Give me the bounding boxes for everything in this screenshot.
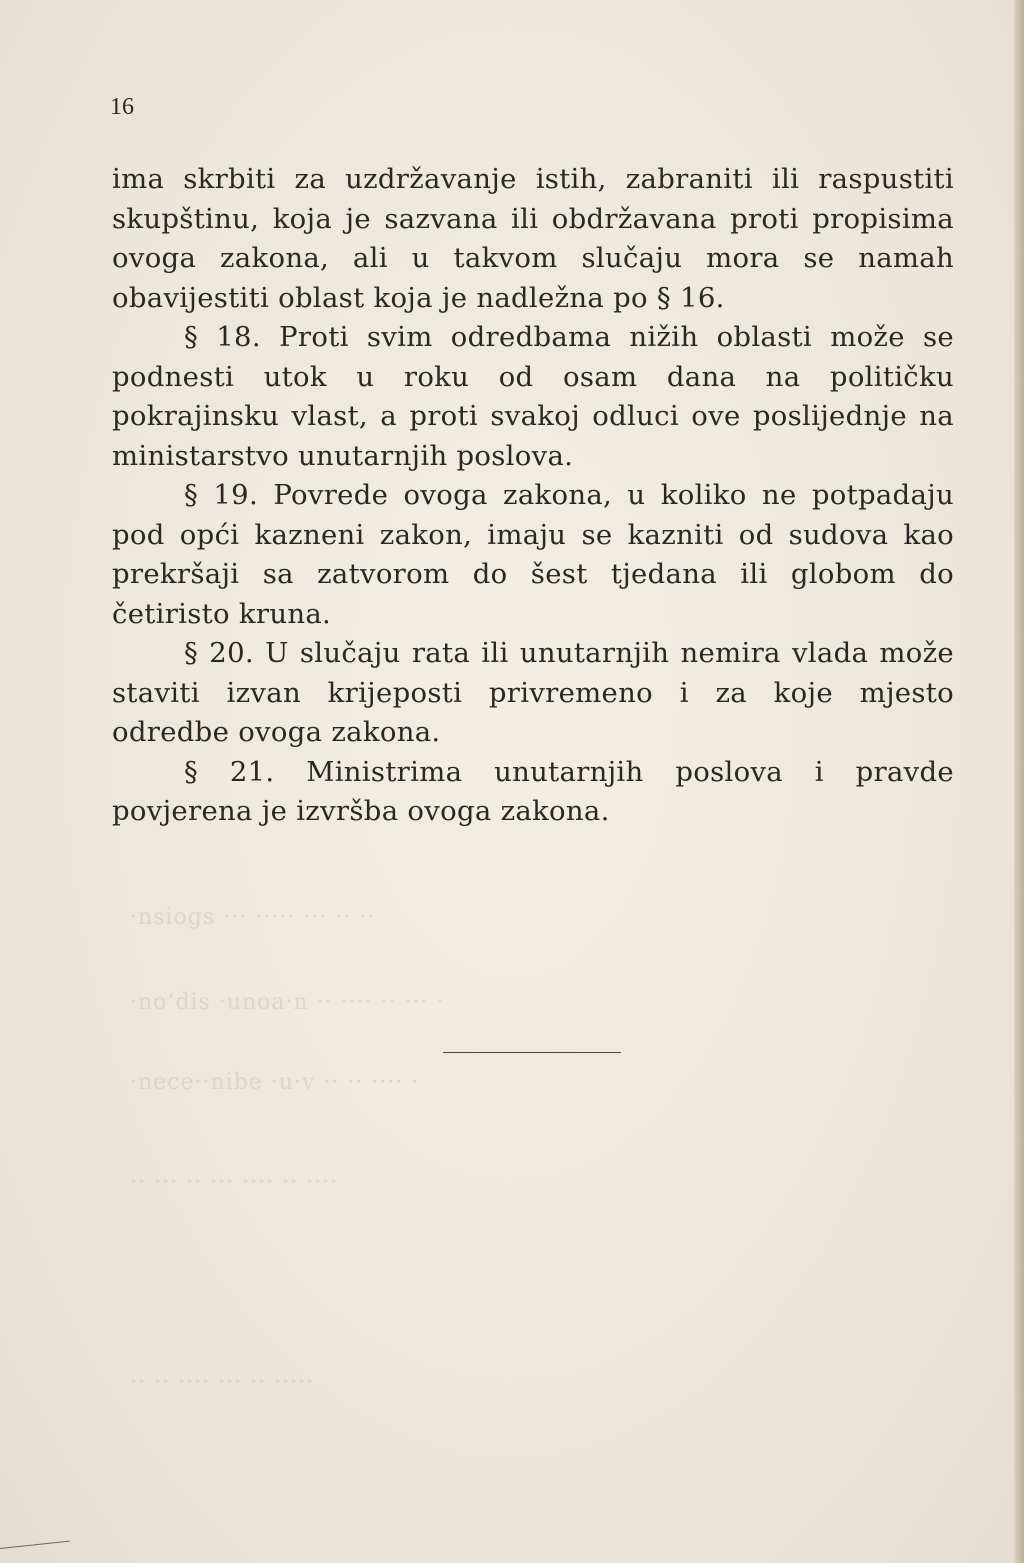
- bleed-through-text: ·· ··· ·· ··· ···· ·· ····: [130, 1170, 338, 1195]
- corner-mark: [0, 1541, 70, 1549]
- bleed-through-text: ·noʻdis ·unoa·n ·· ···· ·· ··· ·: [130, 990, 445, 1015]
- paragraph-section-21: § 21. Ministrima unutarnjih poslova i pravde povjerena je izvršba ovoga zakona.: [112, 755, 954, 827]
- bleed-through-text: ·nece··nibe ·u·v ·· ·· ···· ·: [130, 1070, 420, 1095]
- paragraph-continuation: ima skrbiti za uzdržavanje istih, zabraniti ili raspustiti skupštinu, koja je sazvana ili obdržavana proti propisima ovoga zakona, ali u takvom slučaju mora se namah obavijestiti oblast koja je nadležna po § 16.: [112, 163, 954, 314]
- paragraph-section-18: § 18. Proti svim odredbama nižih oblasti može se podnesti utok u roku od osam dana na političku pokrajinsku vlast, a proti svakoj odluci ove poslijednje na ministarstvo unutarnjih poslova.: [112, 321, 954, 472]
- bleed-through-text: ·· ·· ···· ··· ·· ·····: [130, 1370, 314, 1395]
- page-edge: [1014, 0, 1024, 1563]
- body-text: [112, 160, 954, 832]
- page-number: 16: [110, 94, 134, 120]
- end-separator-rule: [443, 1052, 621, 1053]
- bleed-through-text: ·nsiogs ··· ····· ··· ·· ··: [130, 905, 375, 930]
- paragraph-section-19: § 19. Povrede ovoga zakona, u koliko ne potpadaju pod opći kazneni zakon, imaju se kazniti od sudova kao prekršaji sa zatvorom do šest tjedana ili globom do četiristo kruna.: [112, 479, 954, 630]
- paragraph-section-20: § 20. U slučaju rata ili unutarnjih nemira vlada može staviti izvan krijeposti privremeno i za koje mjesto odredbe ovoga zakona.: [112, 637, 954, 748]
